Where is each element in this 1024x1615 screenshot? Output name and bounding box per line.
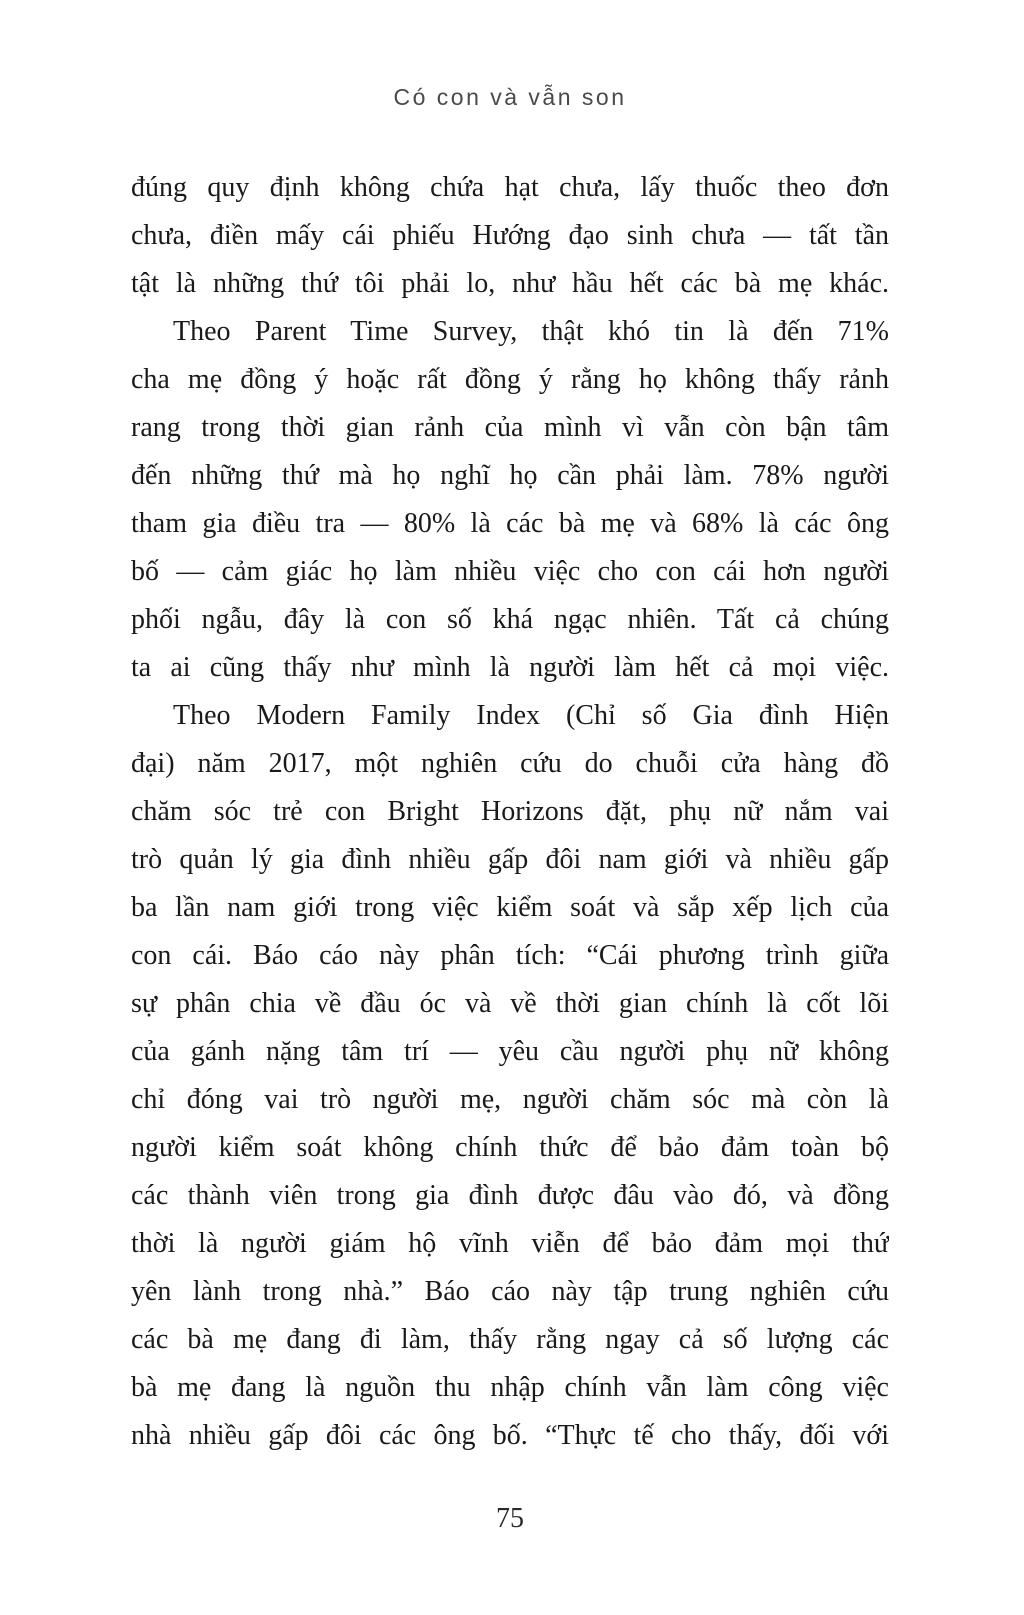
text-line: của gánh nặng tâm trí — yêu cầu người phụ nữ không bbox=[131, 1036, 889, 1067]
text-line: các bà mẹ đang đi làm, thấy rằng ngay cả số lượng các bbox=[131, 1324, 889, 1355]
text-line: thời là người giám hộ vĩnh viễn để bảo đảm mọi thứ bbox=[131, 1228, 889, 1259]
text-line: yên lành trong nhà.” Báo cáo này tập trung nghiên cứu bbox=[131, 1276, 889, 1307]
text-line: chưa, điền mấy cái phiếu Hướng đạo sinh chưa — tất tần bbox=[131, 220, 889, 251]
text-line: Theo Parent Time Survey, thật khó tin là đến 71% bbox=[173, 316, 889, 347]
text-line: tật là những thứ tôi phải lo, như hầu hết các bà mẹ khác. bbox=[131, 268, 889, 299]
text-line: ta ai cũng thấy như mình là người làm hết cả mọi việc. bbox=[131, 652, 889, 683]
text-line: ba lần nam giới trong việc kiểm soát và sắp xếp lịch của bbox=[131, 892, 889, 923]
text-line: chăm sóc trẻ con Bright Horizons đặt, phụ nữ nắm vai bbox=[131, 796, 889, 827]
running-header: Có con và vẫn son bbox=[393, 84, 627, 110]
text-line: tham gia điều tra — 80% là các bà mẹ và 68% là các ông bbox=[131, 508, 889, 539]
text-line: đúng quy định không chứa hạt chưa, lấy thuốc theo đơn bbox=[131, 172, 889, 203]
text-line: bố — cảm giác họ làm nhiều việc cho con cái hơn người bbox=[131, 556, 889, 587]
body-text bbox=[131, 164, 889, 1460]
text-line: đến những thứ mà họ nghĩ họ cần phải làm. 78% người bbox=[131, 460, 889, 491]
text-line: bà mẹ đang là nguồn thu nhập chính vẫn làm công việc bbox=[131, 1372, 889, 1403]
text-line: phối ngẫu, đây là con số khá ngạc nhiên. Tất cả chúng bbox=[131, 604, 889, 635]
text-line: cha mẹ đồng ý hoặc rất đồng ý rằng họ không thấy rảnh bbox=[131, 364, 889, 395]
text-line: chỉ đóng vai trò người mẹ, người chăm sóc mà còn là bbox=[131, 1084, 889, 1115]
text-line: sự phân chia về đầu óc và về thời gian chính là cốt lõi bbox=[131, 988, 889, 1019]
text-line: con cái. Báo cáo này phân tích: “Cái phương trình giữa bbox=[131, 940, 889, 971]
text-line: nhà nhiều gấp đôi các ông bố. “Thực tế cho thấy, đối với bbox=[131, 1420, 889, 1451]
text-line: đại) năm 2017, một nghiên cứu do chuỗi cửa hàng đồ bbox=[131, 748, 889, 779]
page-number: 75 bbox=[496, 1503, 524, 1534]
text-line: các thành viên trong gia đình được đâu vào đó, và đồng bbox=[131, 1180, 889, 1211]
text-line: trò quản lý gia đình nhiều gấp đôi nam giới và nhiều gấp bbox=[131, 844, 889, 875]
text-line: người kiểm soát không chính thức để bảo đảm toàn bộ bbox=[131, 1132, 889, 1163]
text-line: rang trong thời gian rảnh của mình vì vẫn còn bận tâm bbox=[131, 412, 889, 443]
text-line: Theo Modern Family Index (Chỉ số Gia đình Hiện bbox=[173, 700, 889, 731]
